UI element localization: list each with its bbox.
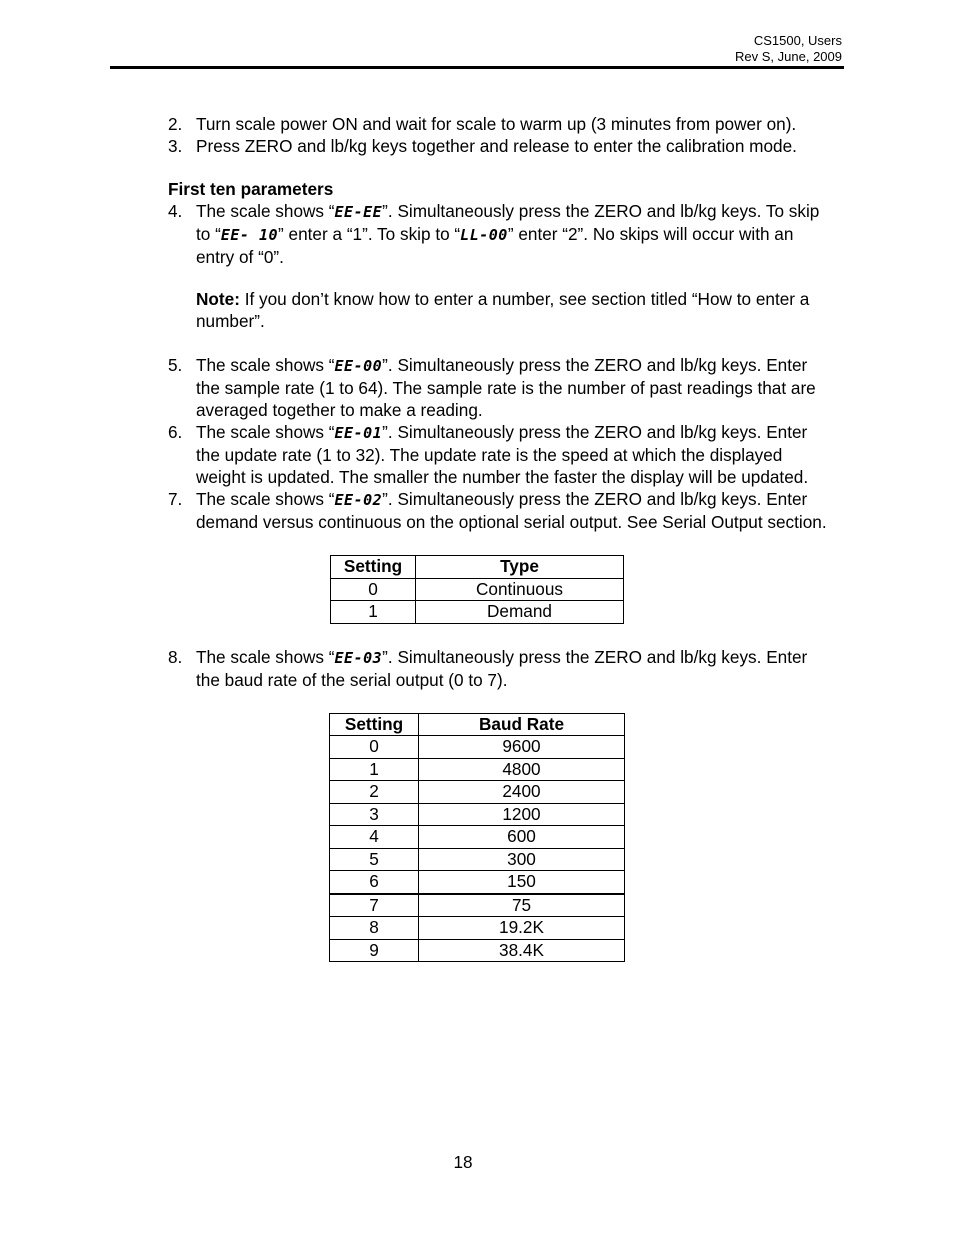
table-cell: 0 (331, 578, 416, 601)
step-text: The scale shows “ (196, 646, 335, 667)
table-row (330, 917, 625, 940)
table-cell: 150 (419, 871, 625, 894)
table-row (331, 601, 624, 624)
table-cell: 5 (330, 848, 419, 871)
section-heading: First ten parameters (168, 179, 334, 199)
step-text: ”. Simultaneously press the ZERO and lb/kg keys. To skip to “ (196, 201, 820, 244)
column-header-type: Type (416, 556, 624, 579)
table-cell: 19.2K (419, 917, 625, 940)
table-cell: 2400 (419, 781, 625, 804)
step-text: The scale shows “ (196, 489, 335, 509)
table-row (330, 939, 625, 962)
table-cell: 4 (330, 826, 419, 849)
step-7 (168, 488, 828, 533)
step-text: ”. Simultaneously press the ZERO and lb/kg keys. Enter the sample rate (1 to 64). The sample rate is the number of past readings that are averaged together to make a reading. (196, 355, 816, 420)
table-cell: 9600 (419, 736, 625, 759)
header-doc-title: CS1500, Users (753, 33, 842, 48)
step-number: 4. (168, 201, 183, 221)
step-8 (168, 646, 828, 691)
table-cell: Demand (416, 601, 624, 624)
page-header (735, 33, 842, 65)
table-cell: 2 (330, 781, 419, 804)
step-text: Press ZERO and lb/kg keys together and release to enter the calibration mode. (196, 136, 797, 156)
table-row (330, 848, 625, 871)
column-header-baud-rate: Baud Rate (419, 713, 625, 736)
step-number: 5. (168, 355, 183, 375)
table-row (330, 803, 625, 826)
column-header-setting: Setting (330, 713, 419, 736)
display-code: EE-EE (334, 203, 383, 221)
table-row (330, 781, 625, 804)
table-row (330, 826, 625, 849)
table-header-row (331, 556, 624, 579)
table-row (330, 894, 625, 917)
step-number: 6. (168, 422, 183, 442)
header-revision: Rev S, June, 2009 (735, 49, 842, 64)
table-cell: Continuous (416, 578, 624, 601)
step-text: The scale shows “ (196, 355, 335, 375)
step-2 (168, 113, 828, 135)
step-4 (168, 200, 828, 332)
step-6 (168, 421, 828, 488)
table-cell: 3 (330, 803, 419, 826)
table-cell: 7 (330, 894, 419, 917)
page-body (168, 113, 828, 962)
table-cell: 600 (419, 826, 625, 849)
step-number: 7. (168, 489, 183, 509)
output-type-table (330, 555, 624, 624)
display-code: EE-01 (334, 424, 383, 442)
note-label: Note: (196, 289, 240, 309)
table-cell: 4800 (419, 758, 625, 781)
step-text: The scale shows “ (196, 201, 335, 221)
step-number: 8. (168, 646, 183, 667)
step-3 (168, 135, 828, 157)
table-cell: 8 (330, 917, 419, 940)
table-row (330, 871, 625, 894)
note-text: If you don’t know how to enter a number, see section titled “How to enter a number”. (196, 289, 810, 331)
table-cell: 1 (331, 601, 416, 624)
step-number: 2. (168, 114, 183, 134)
display-code: EE- 10 (220, 226, 279, 244)
display-code: EE-02 (334, 491, 383, 509)
page-number: 18 (453, 1152, 473, 1172)
table-cell: 75 (419, 894, 625, 917)
step-5 (168, 354, 828, 421)
step-text: ” enter a “1”. To skip to “ (278, 224, 461, 244)
step-text: Turn scale power ON and wait for scale to warm up (3 minutes from power on). (196, 114, 797, 134)
column-header-setting: Setting (331, 556, 416, 579)
display-code: EE-03 (334, 648, 383, 667)
step-text: ”. Simultaneously press the ZERO and lb/kg keys. Enter the update rate (1 to 32). The update rate is the speed at which the displayed weight is updated. The smaller the number the faster the display will be updated. (196, 422, 809, 487)
table-cell: 300 (419, 848, 625, 871)
table-cell: 0 (330, 736, 419, 759)
table-row (330, 736, 625, 759)
step-text: ” enter “2”. No skips will occur with an entry of “0”. (196, 224, 794, 267)
table-cell: 9 (330, 939, 419, 962)
table-cell: 38.4K (419, 939, 625, 962)
step-text: ”. Simultaneously press the ZERO and lb/kg keys. Enter the baud rate of the serial output (0 to 7). (196, 646, 808, 690)
header-rule (110, 66, 844, 69)
table-cell: 1 (330, 758, 419, 781)
display-code: LL-00 (460, 226, 508, 244)
table-header-row (330, 713, 625, 736)
table-cell: 1200 (419, 803, 625, 826)
step-text: The scale shows “ (196, 422, 335, 442)
table-cell: 6 (330, 871, 419, 894)
step-text: ”. Simultaneously press the ZERO and lb/kg keys. Enter demand versus continuous on the optional serial output. See Serial Output section. (196, 489, 827, 532)
table-row (331, 578, 624, 601)
baud-rate-table (329, 713, 625, 963)
display-code: EE-00 (334, 357, 383, 375)
table-row (330, 758, 625, 781)
note-paragraph (196, 288, 828, 332)
step-number: 3. (168, 136, 183, 156)
